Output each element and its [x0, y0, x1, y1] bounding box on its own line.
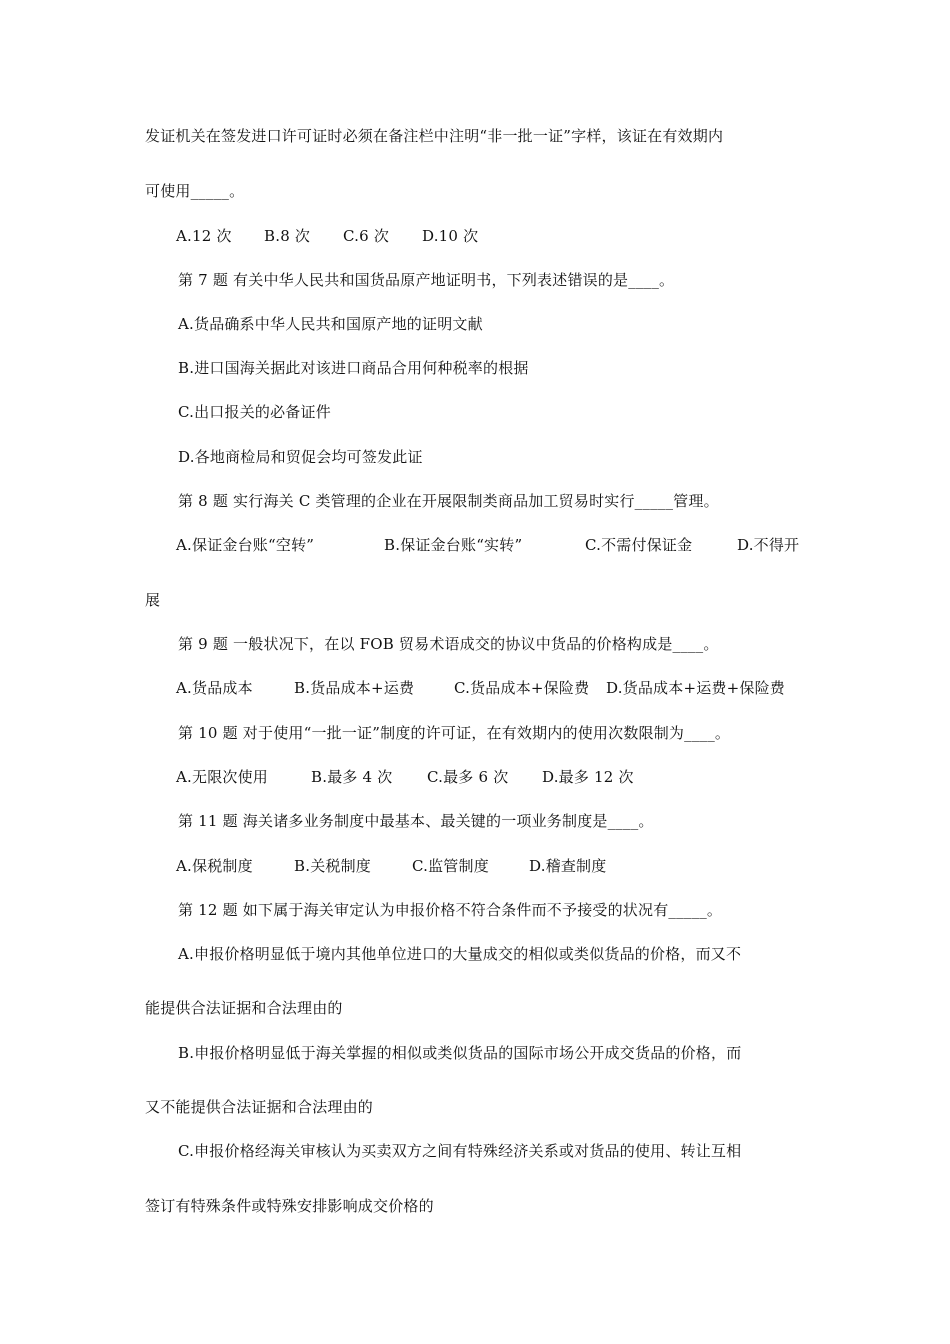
- option-a: A.申报价格明显低于境内其他单位进口的大量成交的相似或类似货品的价格，而又不: [178, 945, 742, 963]
- option-b: B.8 次: [264, 227, 311, 245]
- option-d: D.货品成本+运费+保险费: [606, 679, 785, 697]
- option-d: D.各地商检局和贸促会均可签发此证: [178, 448, 423, 466]
- text-line: 能提供合法证据和合法理由的: [145, 999, 343, 1017]
- option-c: C.监管制度: [412, 857, 489, 875]
- option-d: D.最多 12 次: [542, 768, 634, 786]
- text-line: 可使用_____。: [145, 182, 245, 200]
- question-title: 第 11 题 海关诸多业务制度中最基本、最关键的一项业务制度是____。: [178, 812, 654, 830]
- option-a: A.无限次使用: [176, 768, 269, 786]
- option-d: D.稽查制度: [529, 857, 607, 875]
- option-c: C.最多 6 次: [427, 768, 509, 786]
- option-c: C.申报价格经海关审核认为买卖双方之间有特殊经济关系或对货品的使用、转让互相: [178, 1142, 742, 1160]
- option-c: C.6 次: [343, 227, 390, 245]
- option-c: C.货品成本+保险费: [454, 679, 590, 697]
- question-title: 第 10 题 对于使用“一批一证”制度的许可证，在有效期内的使用次数限制为____。: [178, 724, 731, 742]
- option-d: D.10 次: [422, 227, 479, 245]
- option-d: D.不得开: [737, 536, 800, 554]
- question-title: 第 12 题 如下属于海关审定认为申报价格不符合条件而不予接受的状况有_____。: [178, 901, 723, 919]
- question-title: 第 8 题 实行海关 C 类管理的企业在开展限制类商品加工贸易时实行_____管理。: [178, 492, 719, 510]
- option-c: C.出口报关的必备证件: [178, 403, 331, 421]
- option-b: B.关税制度: [294, 857, 371, 875]
- option-b: B.最多 4 次: [311, 768, 393, 786]
- option-b: B.保证金台账“实转”: [384, 536, 523, 554]
- option-a: A.12 次: [176, 227, 232, 245]
- option-a: A.保证金台账“空转”: [176, 536, 315, 554]
- option-c: C.不需付保证金: [585, 536, 693, 554]
- text-line: 签订有特殊条件或特殊安排影响成交价格的: [145, 1197, 434, 1215]
- text-line: 又不能提供合法证据和合法理由的: [145, 1098, 374, 1116]
- question-title: 第 7 题 有关中华人民共和国货品原产地证明书，下列表述错误的是____。: [178, 271, 675, 289]
- option-b: B.货品成本+运费: [294, 679, 415, 697]
- option-b: B.进口国海关据此对该进口商品合用何种税率的根据: [178, 359, 529, 377]
- text-line: 发证机关在签发进口许可证时必须在备注栏中注明“非一批一证”字样，该证在有效期内: [145, 127, 724, 145]
- option-a: A.货品成本: [176, 679, 253, 697]
- question-title: 第 9 题 一般状况下，在以 FOB 贸易术语成交的协议中货品的价格构成是____。: [178, 635, 719, 653]
- text-line: 展: [145, 591, 161, 609]
- option-b: B.申报价格明显低于海关掌握的相似或类似货品的国际市场公开成交货品的价格，而: [178, 1044, 742, 1062]
- option-a: A.货品确系中华人民共和国原产地的证明文献: [178, 315, 483, 333]
- option-a: A.保税制度: [176, 857, 253, 875]
